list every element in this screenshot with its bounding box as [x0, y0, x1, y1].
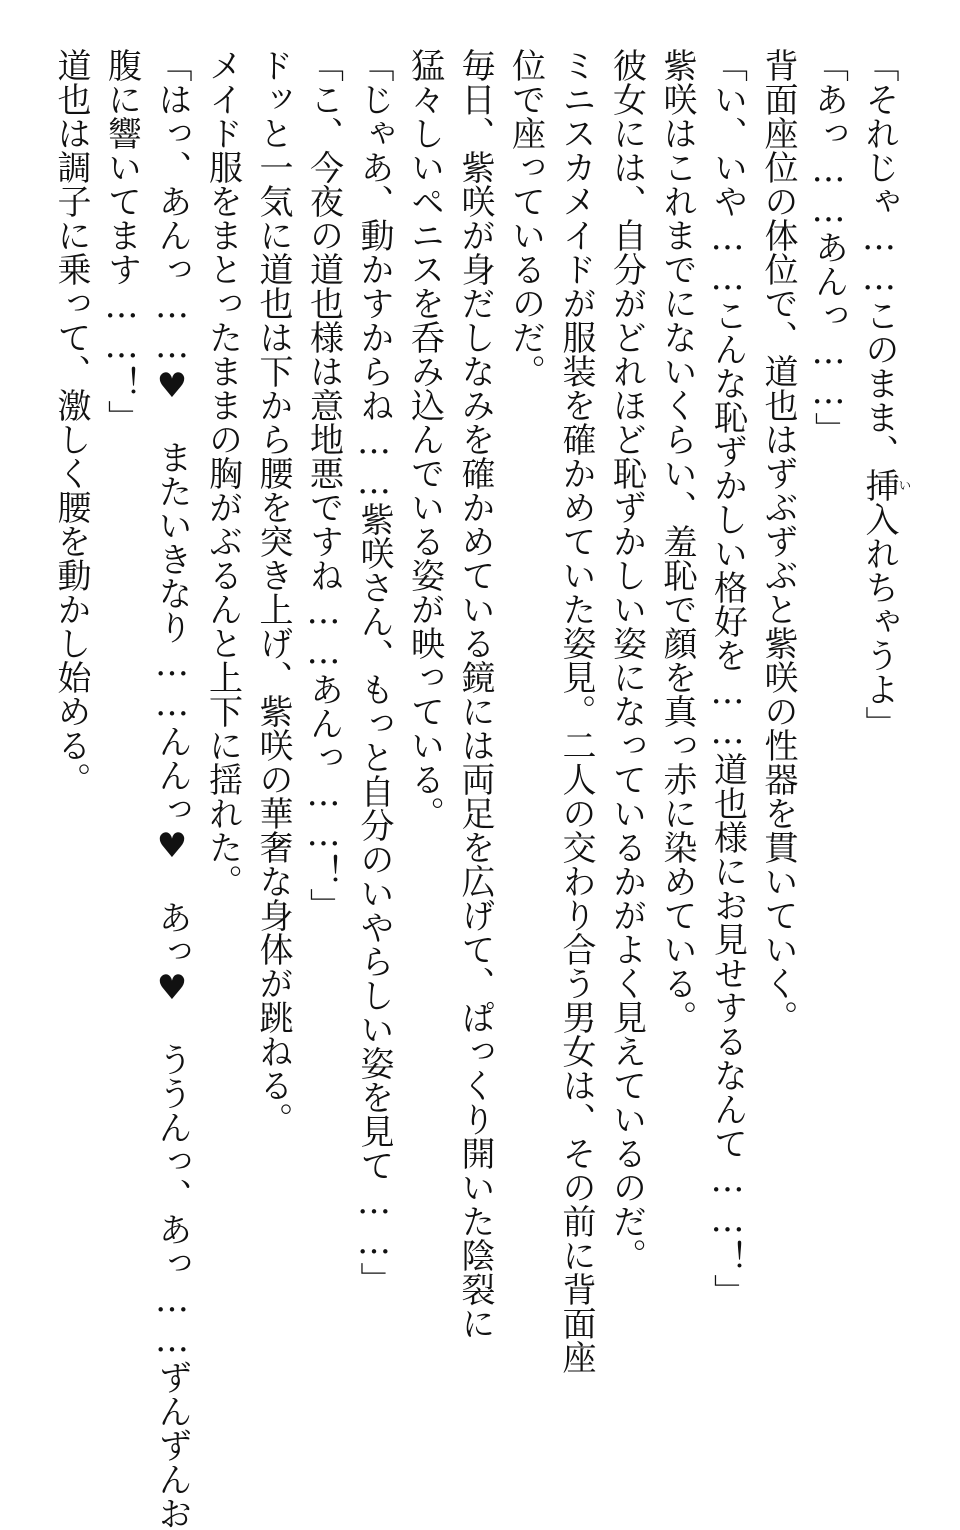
text-line: 彼女には、自分がどれほど恥ずかしい姿になっているかがよく見えているのだ。 — [606, 48, 647, 1272]
text-line: メイド服をまとったままの胸がぶるんと上下に揺れた。 — [202, 48, 243, 898]
text-line: 猛々しいペニスを呑み込んでいる姿が映っている。 — [404, 48, 445, 830]
text-line: 腹に響いてます……！」 — [101, 48, 142, 434]
vertical-text-block — [30, 48, 911, 1530]
text-line: 「じゃあ、動かすからね……紫咲さん、もっと自分のいやらしい姿を見て……」 — [354, 48, 394, 1296]
text-line: 「こ、今夜の道也様は意地悪ですね……あんっ……！」 — [303, 48, 344, 922]
text-line: 「はっ、あんっ……♥ またいきなり……んんっ♥ あっ♥ ううんっ、あっ……ずんずんお — [152, 48, 192, 1530]
text-line: 「い、いや……こんな恥ずかしい格好を……道也様にお見せするなんて……！」 — [707, 48, 748, 1308]
text-line: 「あっ……あんっ……」 — [808, 48, 849, 446]
text-line: 道也は調子に乗って、激しく腰を動かし始める。 — [51, 48, 91, 796]
text-line: ドッと一気に道也は下から腰を突き上げ、紫咲の華奢な身体が跳ねる。 — [253, 48, 293, 1136]
furigana: 挿い — [859, 468, 911, 502]
text-line: 紫咲はこれまでにないくらい、羞恥で顔を真っ赤に染めている。 — [657, 48, 697, 1034]
text-line: 毎日、紫咲が身だしなみを確かめている鏡には両足を広げて、ぱっくり開いた陰裂に — [455, 48, 495, 1340]
text-line: 背面座位の体位で、道也はずぶずぶと紫咲の性器を貫いていく。 — [758, 48, 798, 1034]
text-line: 位で座っているのだ。 — [505, 48, 546, 388]
text-line: 「それじゃ……このまま、挿い入れちゃうよ」 — [859, 48, 911, 740]
text-line: ミニスカメイドが服装を確かめていた姿見。二人の交わり合う男女は、その前に背面座 — [556, 48, 596, 1374]
